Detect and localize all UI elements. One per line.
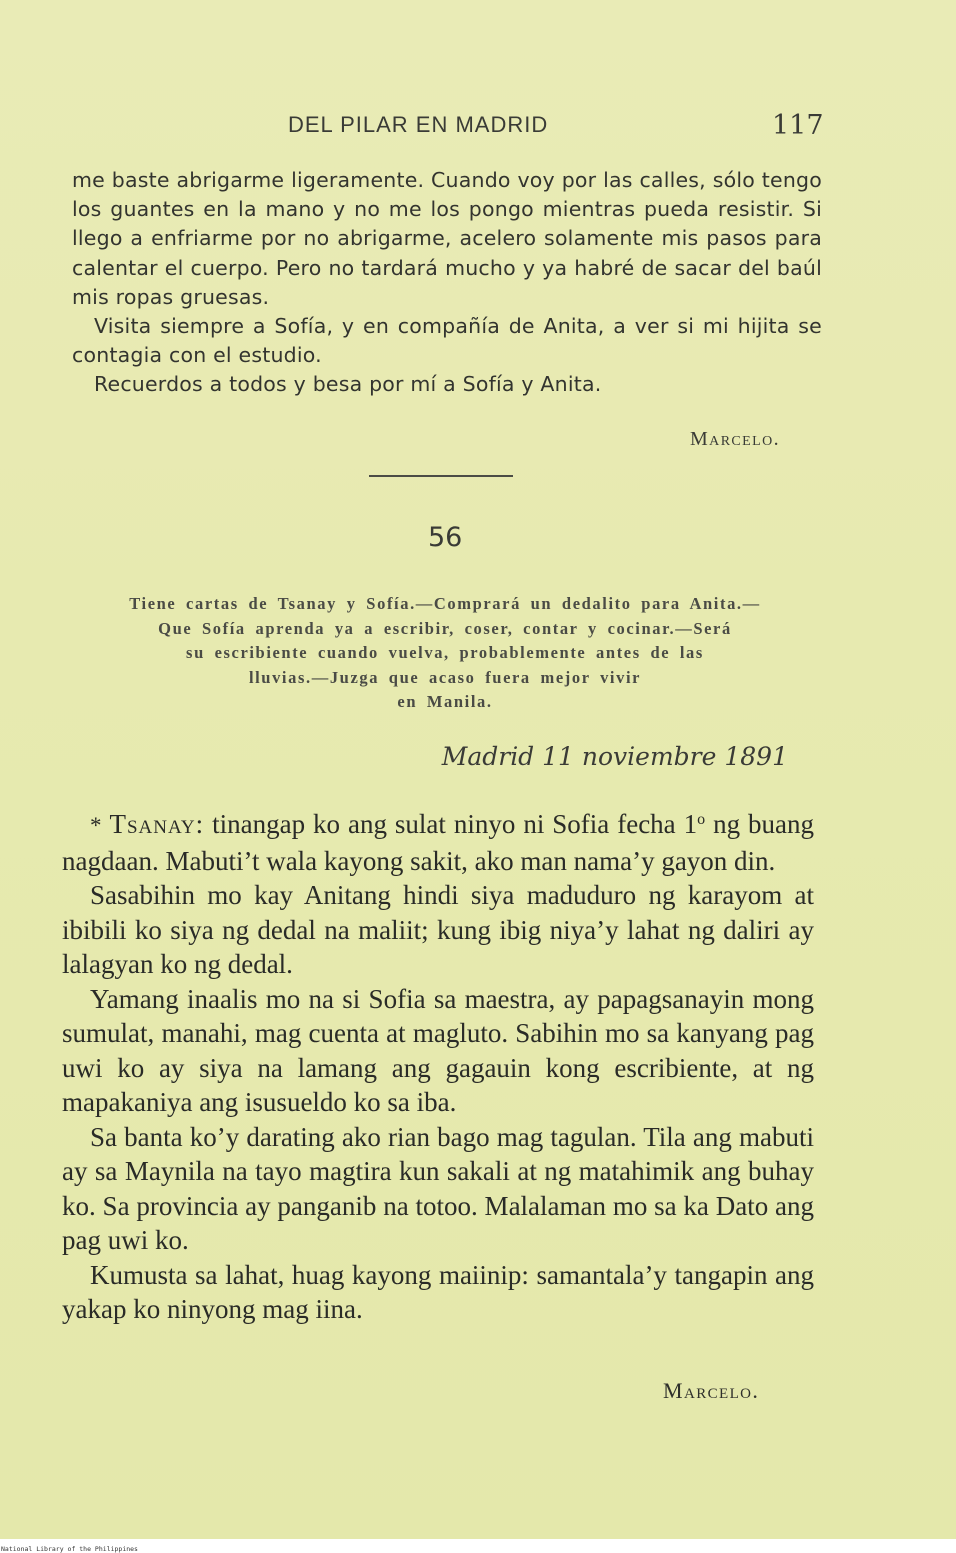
ordinal-mark: o [697,811,706,828]
summary-line: en Manila. [397,692,493,712]
letter-signature: Marcelo. [663,1378,760,1403]
dateline: Madrid 11 noviembre 1891 [441,742,788,771]
letter-body [62,803,814,1327]
paragraph: Recuerdos a todos y besa por mí a Sofía y Anita. [94,372,602,397]
summary-line: lluvias.—Juzga que acaso fuera mejor vivir [248,667,642,687]
letter-summary [66,592,824,715]
opening-paragraph [62,803,814,878]
summary-line: su escribiente cuando vuelva, probablemente antes de las [186,643,704,663]
page-number: 117 [772,110,824,141]
paragraph: Sa banta ko’y darating ako rian bago mag tagulan. Tila ang mabuti ay sa Maynila na tayo magtira kun sakali at ng matahimik ang buhay ko. Sa provincia ay panganib na totoo. Malalaman mo sa ka Dato ang pag uwi ko. [62,1121,814,1255]
paragraph: me baste abrigarme ligeramente. Cuando voy por las calles, sólo tengo los guantes en la mano y no me los pongo mientras pueda resistir. Si llego a enfriarme por no abrigarme, acelero solamente mis pasos para calentar el cuerpo. Pero no tardará mucho y ya habré de sacar del baúl mis ropas gruesas. [72,168,822,309]
paragraph: Yamang inaalis mo na si Sofia sa maestra, ay papagsanayin mong sumulat, manahi, mag cuenta at magluto. Sabihin mo sa kanyang pag uwi ko ay siya na lamang ang gagauin kong escribiente, at ng mapakaniya ang isusueldo ko sa iba. [62,983,814,1117]
opening-text: tinangap ko ang sulat ninyo ni Sofia fecha 1 [212,809,698,839]
letter-number: 56 [428,522,463,553]
paragraph: Sasabihin mo kay Anitang hindi siya maduduro ng karayom at ibibili ko siya ng dedal na maliit; kung ibig niya’y lahat ng daliri ay lalagyan ko ng dedal. [62,880,814,979]
summary-line: Que Sofía aprenda ya a escribir, coser, contar y cocinar.—Será [158,618,732,638]
previous-letter-text [72,166,822,400]
footer-strip [0,1539,956,1553]
footnote-asterisk: * [90,813,102,838]
opening-text-rest: ng buang nagdaan. Mabuti’t wala kayong sakit, ako man nama’y gayon din. [62,809,815,876]
addressee: Tsanay: [109,809,205,839]
summary-line: Tiene cartas de Tsanay y Sofía.—Comprará un dedalito para Anita.— [129,594,761,613]
section-divider [369,475,513,477]
previous-letter-signature: Marcelo. [690,428,780,450]
paragraph: Kumusta sa lahat, huag kayong maiinip: samantala’y tangapin ang yakap ko ninyong mag iina. [62,1259,814,1324]
library-credit: National Library of the Philippines [1,1545,138,1553]
paragraph: Visita siempre a Sofía, y en compañía de Anita, a ver si mi hijita se contagia con el estudio. [72,314,822,368]
running-head: DEL PILAR EN MADRID [288,112,549,137]
